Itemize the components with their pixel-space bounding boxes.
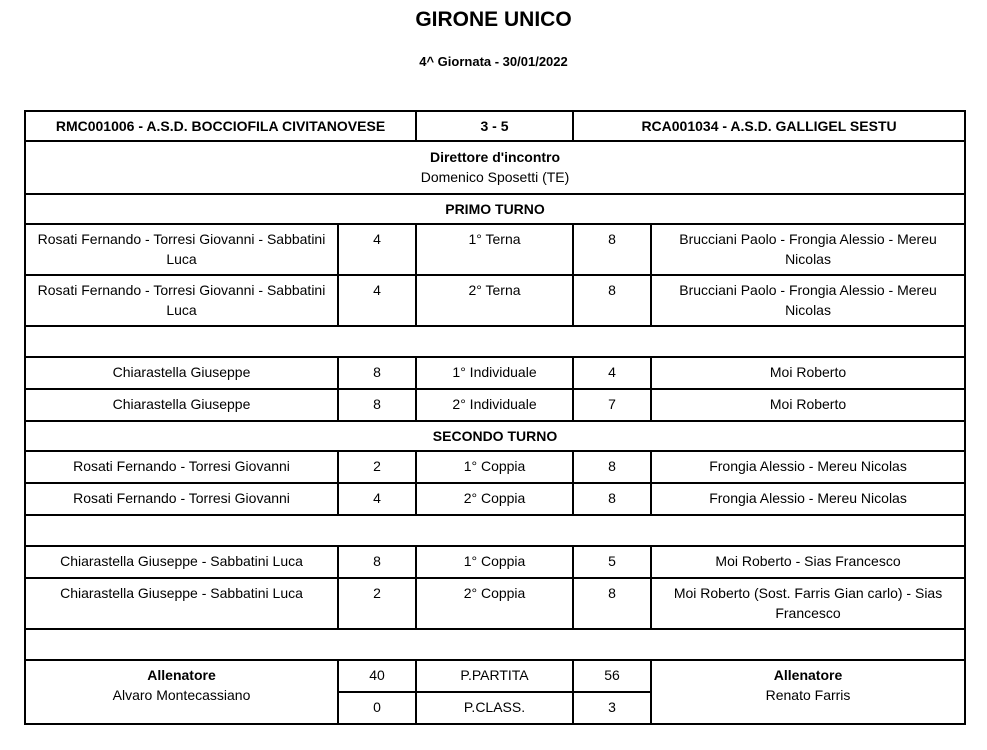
away-players: Moi Roberto xyxy=(651,389,965,421)
home-players: Chiarastella Giuseppe - Sabbatini Luca xyxy=(25,546,338,578)
away-players: Brucciani Paolo - Frongia Alessio - Mereu Nicolas xyxy=(651,275,965,326)
home-partita-points: 40 xyxy=(338,660,416,692)
director-name: Domenico Sposetti (TE) xyxy=(420,169,570,185)
game-type: 2° Coppia xyxy=(416,483,573,515)
away-team: RCA001034 - A.S.D. GALLIGEL SESTU xyxy=(573,111,965,141)
spacer-cell xyxy=(25,515,965,546)
away-score: 8 xyxy=(573,483,651,515)
match-score: 3 - 5 xyxy=(416,111,573,141)
away-score: 8 xyxy=(573,578,651,629)
director-cell xyxy=(25,141,965,194)
away-score: 8 xyxy=(573,224,651,275)
totals-row-partita xyxy=(25,660,965,692)
away-score: 7 xyxy=(573,389,651,421)
home-team: RMC001006 - A.S.D. BOCCIOFILA CIVITANOVESE xyxy=(25,111,416,141)
home-score: 8 xyxy=(338,389,416,421)
class-label: P.CLASS. xyxy=(416,692,573,724)
home-class-points: 0 xyxy=(338,692,416,724)
home-players: Rosati Fernando - Torresi Giovanni xyxy=(25,451,338,483)
away-coach-cell xyxy=(651,660,965,724)
home-coach-label: Allenatore xyxy=(147,667,216,683)
match-header-row xyxy=(25,111,965,141)
away-score: 8 xyxy=(573,275,651,326)
away-players: Brucciani Paolo - Frongia Alessio - Mereu Nicolas xyxy=(651,224,965,275)
table-row xyxy=(25,389,965,421)
spacer-row xyxy=(25,515,965,546)
director-label: Direttore d'incontro xyxy=(429,149,561,165)
game-type: 2° Individuale xyxy=(416,389,573,421)
home-score: 4 xyxy=(338,224,416,275)
game-type: 1° Coppia xyxy=(416,451,573,483)
home-players: Rosati Fernando - Torresi Giovanni - Sabbatini Luca xyxy=(25,275,338,326)
home-coach-cell xyxy=(25,660,338,724)
away-players: Frongia Alessio - Mereu Nicolas xyxy=(651,451,965,483)
away-players: Moi Roberto xyxy=(651,357,965,389)
home-players: Rosati Fernando - Torresi Giovanni - Sabbatini Luca xyxy=(25,224,338,275)
away-score: 5 xyxy=(573,546,651,578)
home-players: Chiarastella Giuseppe xyxy=(25,389,338,421)
table-row xyxy=(25,546,965,578)
away-coach-label: Allenatore xyxy=(773,667,843,683)
game-type: 2° Coppia xyxy=(416,578,573,629)
partita-label: P.PARTITA xyxy=(416,660,573,692)
table-row xyxy=(25,224,965,275)
page-subtitle: 4^ Giornata - 30/01/2022 xyxy=(419,54,568,69)
away-coach-name: Renato Farris xyxy=(765,687,851,703)
section-title-primo: PRIMO TURNO xyxy=(25,194,965,224)
home-players: Chiarastella Giuseppe xyxy=(25,357,338,389)
away-score: 4 xyxy=(573,357,651,389)
away-players: Frongia Alessio - Mereu Nicolas xyxy=(651,483,965,515)
game-type: 1° Coppia xyxy=(416,546,573,578)
section-title-secondo: SECONDO TURNO xyxy=(25,421,965,451)
game-type: 2° Terna xyxy=(416,275,573,326)
table-row xyxy=(25,357,965,389)
game-type: 1° Individuale xyxy=(416,357,573,389)
table-row xyxy=(25,451,965,483)
director-row xyxy=(25,141,965,194)
home-score: 4 xyxy=(338,483,416,515)
away-players: Moi Roberto (Sost. Farris Gian carlo) - Sias Francesco xyxy=(651,578,965,629)
section-row-primo xyxy=(25,194,965,224)
page-title: GIRONE UNICO xyxy=(415,8,572,31)
spacer-cell xyxy=(25,629,965,660)
game-type: 1° Terna xyxy=(416,224,573,275)
home-score: 8 xyxy=(338,546,416,578)
table-row xyxy=(25,483,965,515)
spacer-row xyxy=(25,326,965,357)
home-players: Rosati Fernando - Torresi Giovanni xyxy=(25,483,338,515)
home-score: 8 xyxy=(338,357,416,389)
home-coach-name: Alvaro Montecassiano xyxy=(112,687,251,703)
away-score: 8 xyxy=(573,451,651,483)
spacer-row xyxy=(25,629,965,660)
table-row xyxy=(25,275,965,326)
away-class-points: 3 xyxy=(573,692,651,724)
match-report-table xyxy=(24,110,966,725)
away-players: Moi Roberto - Sias Francesco xyxy=(651,546,965,578)
home-score: 2 xyxy=(338,578,416,629)
home-score: 2 xyxy=(338,451,416,483)
section-row-secondo xyxy=(25,421,965,451)
home-score: 4 xyxy=(338,275,416,326)
away-partita-points: 56 xyxy=(573,660,651,692)
spacer-cell xyxy=(25,326,965,357)
home-players: Chiarastella Giuseppe - Sabbatini Luca xyxy=(25,578,338,629)
table-row xyxy=(25,578,965,629)
